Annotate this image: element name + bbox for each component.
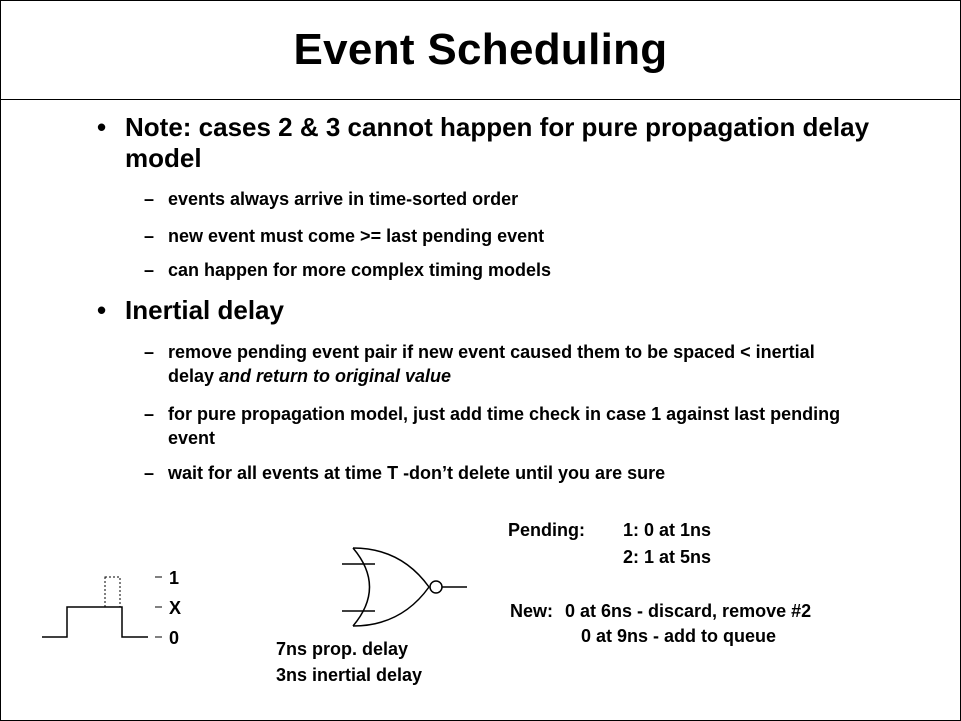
level-0-label: 0: [169, 628, 180, 648]
dash-marker: –: [144, 226, 155, 246]
sub-bullet-text: for pure propagation model, just add time check in case 1 against last pending event: [168, 404, 841, 448]
sub-bullet-text: remove pending event pair if new event caused them to be spaced < inertial delay and return to original value: [168, 342, 815, 386]
dash-marker: –: [144, 342, 155, 362]
italic-text: and return to original value: [219, 366, 452, 386]
slide-title: Event Scheduling: [293, 25, 668, 74]
level-1-label: 1: [169, 568, 180, 588]
sub-bullet-text: events always arrive in time-sorted order: [168, 189, 519, 209]
nor-gate-icon: [342, 548, 467, 626]
sub-bullet-text: wait for all events at time T -don’t delete until you are sure: [168, 463, 666, 483]
prop-delay-label: 7ns prop. delay: [276, 639, 409, 659]
dash-marker: –: [144, 189, 155, 209]
pending-item: 2: 1 at 5ns: [623, 547, 712, 567]
bullet-text: Note: cases 2 & 3 cannot happen for pure propagation delay model: [125, 112, 870, 173]
sub-bullet-text: can happen for more complex timing models: [168, 260, 552, 280]
new-item: 0 at 6ns - discard, remove #2: [565, 601, 812, 621]
pending-item: 1: 0 at 1ns: [623, 520, 712, 540]
pending-label: Pending:: [508, 520, 585, 540]
bullet-text: Inertial delay: [125, 295, 284, 325]
sub-bullet-text: new event must come >= last pending event: [168, 226, 545, 246]
new-label: New:: [510, 601, 554, 621]
bullet-marker: •: [97, 112, 107, 142]
level-x-label: X: [169, 598, 182, 618]
dash-marker: –: [144, 404, 155, 424]
new-item: 0 at 9ns - add to queue: [581, 626, 777, 646]
dash-marker: –: [144, 260, 155, 280]
bullet-marker: •: [97, 295, 107, 325]
inertial-delay-label: 3ns inertial delay: [276, 665, 423, 685]
dash-marker: –: [144, 463, 155, 483]
waveform: [42, 577, 162, 637]
diagram: [1, 1, 960, 720]
